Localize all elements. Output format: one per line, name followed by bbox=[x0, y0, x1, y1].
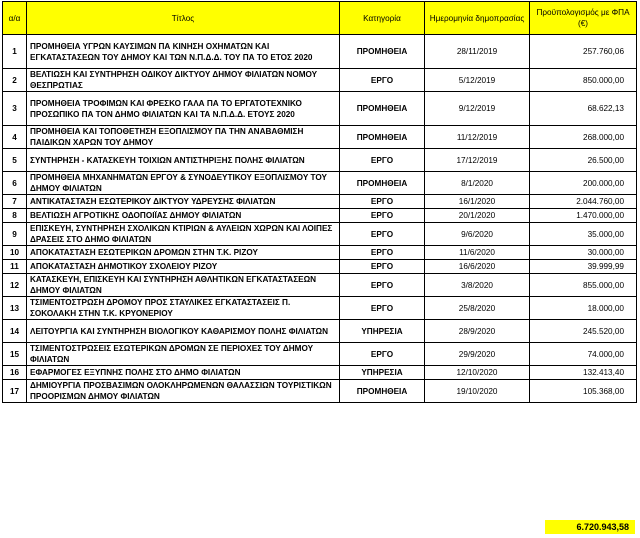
cell-amount: 68.622,13 bbox=[530, 92, 637, 126]
cell-category: ΕΡΓΟ bbox=[340, 343, 425, 366]
cell-category: ΕΡΓΟ bbox=[340, 209, 425, 223]
table-row bbox=[3, 320, 637, 343]
cell-num: 3 bbox=[3, 92, 27, 126]
cell-category: ΕΡΓΟ bbox=[340, 246, 425, 260]
table-row bbox=[3, 69, 637, 92]
header-budget: Προϋπολογισμός με ΦΠΑ (€) bbox=[530, 2, 637, 35]
table-row bbox=[3, 92, 637, 126]
cell-title: ΠΡΟΜΗΘΕΙΑ ΥΓΡΩΝ ΚΑΥΣΙΜΩΝ ΠΑ ΚΙΝΗΣΗ ΟΧΗΜΑΤΩΝ ΚΑΙ ΕΓΚΑΤΑΣΤΑΣΕΩΝ ΤΟΥ ΔΗΜΟΥ ΚΑΙ ΤΩΝ Ν.Π.Δ.Δ. ΤΟΥ ΠΑ ΤΟ ΕΤΟΣ 2020 bbox=[27, 35, 340, 69]
cell-title: ΕΦΑΡΜΟΓΕΣ ΕΞΥΠΝΗΣ ΠΟΛΗΣ ΣΤΟ ΔΗΜΟ ΦΙΛΙΑΤΩΝ bbox=[27, 366, 340, 380]
cell-date: 12/10/2020 bbox=[425, 366, 530, 380]
cell-category: ΕΡΓΟ bbox=[340, 223, 425, 246]
cell-date: 28/9/2020 bbox=[425, 320, 530, 343]
cell-num: 14 bbox=[3, 320, 27, 343]
cell-num: 10 bbox=[3, 246, 27, 260]
cell-title: ΠΡΟΜΗΘΕΙΑ ΤΡΟΦΙΜΩΝ ΚΑΙ ΦΡΕΣΚΟ ΓΑΛΑ ΠΑ ΤΟ ΕΡΓΑΤΟΤΕΧΝΙΚΟ ΠΡΟΣΩΠΙΚΟ ΠΑ ΤΟΝ ΔΗΜΟ ΦΙΛΙΑΤΩΝ ΚΑΙ ΤΑ Ν.Π.Δ.Δ. ΕΤΟΥΣ 2020 bbox=[27, 92, 340, 126]
cell-title: ΕΠΙΣΚΕΥΗ, ΣΥΝΤΗΡΗΣΗ ΣΧΟΛΙΚΩΝ ΚΤΙΡΙΩΝ & ΑΥΛΕΙΩΝ ΧΩΡΩΝ ΚΑΙ ΛΟΙΠΕΣ ΔΡΑΣΕΙΣ ΣΤΟ ΔΗΜΟ ΦΙΛΙΑΤΩΝ bbox=[27, 223, 340, 246]
table-row bbox=[3, 172, 637, 195]
table-row bbox=[3, 126, 637, 149]
cell-title: ΑΠΟΚΑΤΑΣΤΑΣΗ ΕΣΩΤΕΡΙΚΩΝ ΔΡΟΜΩΝ ΣΤΗΝ Τ.Κ. ΡΙΖΟΥ bbox=[27, 246, 340, 260]
header-title: Τίτλος bbox=[27, 2, 340, 35]
cell-title: ΔΗΜΙΟΥΡΓΙΑ ΠΡΟΣΒΑΣΙΜΩΝ ΟΛΟΚΛΗΡΩΜΕΝΩΝ ΘΑΛΑΣΣΙΩΝ ΤΟΥΡΙΣΤΙΚΩΝ ΠΡΟΟΡΙΣΜΩΝ ΔΗΜΟΥ ΦΙΛΙΑΤΩΝ bbox=[27, 380, 340, 403]
cell-category: ΕΡΓΟ bbox=[340, 297, 425, 320]
cell-title: ΤΣΙΜΕΝΤΟΣΤΡΩΣΕΙΣ ΕΣΩΤΕΡΙΚΩΝ ΔΡΟΜΩΝ ΣΕ ΠΕΡΙΟΧΕΣ ΤΟΥ ΔΗΜΟΥ ΦΙΛΙΑΤΩΝ bbox=[27, 343, 340, 366]
cell-category: ΕΡΓΟ bbox=[340, 69, 425, 92]
cell-date: 5/12/2019 bbox=[425, 69, 530, 92]
cell-date: 25/8/2020 bbox=[425, 297, 530, 320]
cell-amount: 245.520,00 bbox=[530, 320, 637, 343]
header-category: Κατηγορία bbox=[340, 2, 425, 35]
cell-num: 15 bbox=[3, 343, 27, 366]
table-row bbox=[3, 149, 637, 172]
table-row bbox=[3, 223, 637, 246]
cell-amount: 200.000,00 bbox=[530, 172, 637, 195]
cell-date: 9/6/2020 bbox=[425, 223, 530, 246]
cell-category: ΠΡΟΜΗΘΕΙΑ bbox=[340, 380, 425, 403]
cell-date: 9/12/2019 bbox=[425, 92, 530, 126]
cell-amount: 1.470.000,00 bbox=[530, 209, 637, 223]
cell-num: 1 bbox=[3, 35, 27, 69]
cell-title: ΤΣΙΜΕΝΤΟΣΤΡΩΣΗ ΔΡΟΜΟΥ ΠΡΟΣ ΣΤΑΥΛΙΚΕΣ ΕΓΚΑΤΑΣΤΑΣΕΙΣ Π. ΣΟΚΟΛΑΚΗ ΣΤΗΝ Τ.Κ. ΚΡΥΟΝΕΡΙΟΥ bbox=[27, 297, 340, 320]
cell-title: ΚΑΤΑΣΚΕΥΗ, ΕΠΙΣΚΕΥΗ ΚΑΙ ΣΥΝΤΗΡΗΣΗ ΑΘΛΗΤΙΚΩΝ ΕΓΚΑΤΑΣΤΑΣΕΩΝ ΔΗΜΟΥ ΦΙΛΙΑΤΩΝ bbox=[27, 274, 340, 297]
cell-category: ΕΡΓΟ bbox=[340, 260, 425, 274]
cell-num: 16 bbox=[3, 366, 27, 380]
table-row bbox=[3, 246, 637, 260]
cell-amount: 30.000,00 bbox=[530, 246, 637, 260]
cell-amount: 132.413,40 bbox=[530, 366, 637, 380]
cell-amount: 105.368,00 bbox=[530, 380, 637, 403]
header-num: α/α bbox=[3, 2, 27, 35]
cell-category: ΕΡΓΟ bbox=[340, 149, 425, 172]
cell-category: ΕΡΓΟ bbox=[340, 195, 425, 209]
cell-num: 7 bbox=[3, 195, 27, 209]
cell-title: ΑΠΟΚΑΤΑΣΤΑΣΗ ΔΗΜΟΤΙΚΟΥ ΣΧΟΛΕΙΟΥ ΡΙΖΟΥ bbox=[27, 260, 340, 274]
cell-date: 11/12/2019 bbox=[425, 126, 530, 149]
cell-amount: 18.000,00 bbox=[530, 297, 637, 320]
table-row bbox=[3, 195, 637, 209]
cell-amount: 35.000,00 bbox=[530, 223, 637, 246]
cell-title: ΑΝΤΙΚΑΤΑΣΤΑΣΗ ΕΣΩΤΕΡΙΚΟΥ ΔΙΚΤΥΟΥ ΥΔΡΕΥΣΗΣ ΦΙΛΙΑΤΩΝ bbox=[27, 195, 340, 209]
tenders-table bbox=[2, 1, 637, 403]
cell-num: 11 bbox=[3, 260, 27, 274]
table-row bbox=[3, 274, 637, 297]
cell-amount: 39.999,99 bbox=[530, 260, 637, 274]
cell-date: 16/6/2020 bbox=[425, 260, 530, 274]
table-body bbox=[3, 35, 637, 403]
cell-date: 8/1/2020 bbox=[425, 172, 530, 195]
cell-date: 20/1/2020 bbox=[425, 209, 530, 223]
table-row bbox=[3, 366, 637, 380]
cell-amount: 26.500,00 bbox=[530, 149, 637, 172]
cell-num: 12 bbox=[3, 274, 27, 297]
cell-num: 6 bbox=[3, 172, 27, 195]
cell-category: ΠΡΟΜΗΘΕΙΑ bbox=[340, 35, 425, 69]
cell-amount: 2.044.760,00 bbox=[530, 195, 637, 209]
cell-title: ΠΡΟΜΗΘΕΙΑ ΜΗΧΑΝΗΜΑΤΩΝ ΕΡΓΟΥ & ΣΥΝΟΔΕΥΤΙΚΟΥ ΕΞΟΠΛΙΣΜΟΥ ΤΟΥ ΔΗΜΟΥ ΦΙΛΙΑΤΩΝ bbox=[27, 172, 340, 195]
cell-category: ΠΡΟΜΗΘΕΙΑ bbox=[340, 92, 425, 126]
grand-total: 6.720.943,58 bbox=[545, 520, 635, 534]
cell-amount: 855.000,00 bbox=[530, 274, 637, 297]
cell-title: ΛΕΙΤΟΥΡΓΙΑ ΚΑΙ ΣΥΝΤΗΡΗΣΗ ΒΙΟΛΟΓΙΚΟΥ ΚΑΘΑΡΙΣΜΟΥ ΠΟΛΗΣ ΦΙΛΙΑΤΩΝ bbox=[27, 320, 340, 343]
cell-num: 5 bbox=[3, 149, 27, 172]
cell-category: ΠΡΟΜΗΘΕΙΑ bbox=[340, 126, 425, 149]
cell-title: ΠΡΟΜΗΘΕΙΑ ΚΑΙ ΤΟΠΟΘΕΤΗΣΗ ΕΞΟΠΛΙΣΜΟΥ ΠΑ ΤΗΝ ΑΝΑΒΑΘΜΙΣΗ ΠΑΙΔΙΚΩΝ ΧΑΡΩΝ ΤΟΥ ΔΗΜΟΥ bbox=[27, 126, 340, 149]
cell-num: 17 bbox=[3, 380, 27, 403]
cell-date: 11/6/2020 bbox=[425, 246, 530, 260]
cell-amount: 850.000,00 bbox=[530, 69, 637, 92]
cell-date: 29/9/2020 bbox=[425, 343, 530, 366]
cell-category: ΥΠΗΡΕΣΙΑ bbox=[340, 320, 425, 343]
cell-num: 2 bbox=[3, 69, 27, 92]
cell-amount: 74.000,00 bbox=[530, 343, 637, 366]
cell-amount: 268.000,00 bbox=[530, 126, 637, 149]
cell-num: 9 bbox=[3, 223, 27, 246]
table-row bbox=[3, 343, 637, 366]
cell-date: 17/12/2019 bbox=[425, 149, 530, 172]
cell-category: ΠΡΟΜΗΘΕΙΑ bbox=[340, 172, 425, 195]
cell-title: ΒΕΛΤΙΩΣΗ ΑΓΡΟΤΙΚΗΣ ΟΔΟΠΟΙΪΑΣ ΔΗΜΟΥ ΦΙΛΙΑΤΩΝ bbox=[27, 209, 340, 223]
cell-amount: 257.760,06 bbox=[530, 35, 637, 69]
cell-title: ΣΥΝΤΗΡΗΣΗ - ΚΑΤΑΣΚΕΥΗ ΤΟΙΧΙΩΝ ΑΝΤΙΣΤΗΡΙΞΗΣ ΠΟΛΗΣ ΦΙΛΙΑΤΩΝ bbox=[27, 149, 340, 172]
cell-category: ΕΡΓΟ bbox=[340, 274, 425, 297]
cell-date: 3/8/2020 bbox=[425, 274, 530, 297]
table-row bbox=[3, 35, 637, 69]
cell-date: 28/11/2019 bbox=[425, 35, 530, 69]
table-row bbox=[3, 260, 637, 274]
table-row bbox=[3, 380, 637, 403]
cell-num: 4 bbox=[3, 126, 27, 149]
cell-num: 8 bbox=[3, 209, 27, 223]
cell-date: 19/10/2020 bbox=[425, 380, 530, 403]
cell-num: 13 bbox=[3, 297, 27, 320]
cell-category: ΥΠΗΡΕΣΙΑ bbox=[340, 366, 425, 380]
cell-title: ΒΕΛΤΙΩΣΗ ΚΑΙ ΣΥΝΤΗΡΗΣΗ ΟΔΙΚΟΥ ΔΙΚΤΥΟΥ ΔΗΜΟΥ ΦΙΛΙΑΤΩΝ ΝΟΜΟΥ ΘΕΣΠΡΩΤΙΑΣ bbox=[27, 69, 340, 92]
table-row bbox=[3, 209, 637, 223]
table-row bbox=[3, 297, 637, 320]
header-date: Ημερομηνία δημοπρασίας bbox=[425, 2, 530, 35]
header-row bbox=[3, 2, 637, 35]
cell-date: 16/1/2020 bbox=[425, 195, 530, 209]
